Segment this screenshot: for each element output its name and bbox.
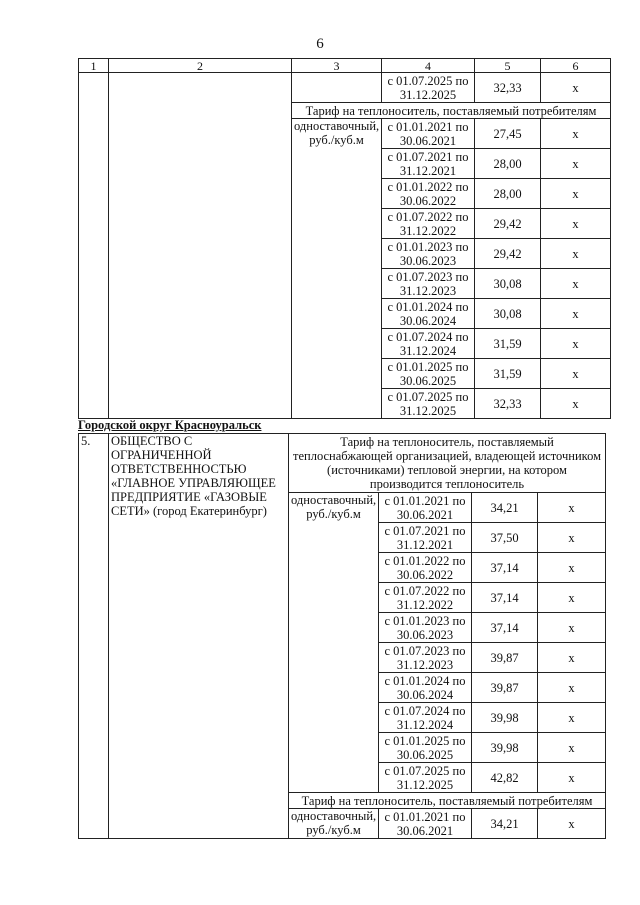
mark-cell: х bbox=[541, 209, 611, 239]
column-header: 6 bbox=[541, 59, 611, 73]
mark-cell: х bbox=[538, 643, 606, 673]
organization-cell bbox=[109, 73, 292, 419]
period-cell: с 01.01.2024 по 30.06.2024 bbox=[379, 673, 472, 703]
organization-cell: ОБЩЕСТВО С ОГРАНИЧЕННОЙ ОТВЕТСТВЕННОСТЬЮ «ГЛАВНОЕ УПРАВЛЯЮЩЕЕ ПРЕДПРИЯТИЕ «ГАЗОВЫЕ СЕТИ» (город Екатеринбург) bbox=[109, 434, 289, 839]
tariff-header: Тариф на теплоноситель, поставляемый потребителям bbox=[292, 103, 611, 119]
period-cell: с 01.07.2023 по 31.12.2023 bbox=[382, 269, 475, 299]
section-title: Городской округ Красноуральск bbox=[78, 418, 262, 432]
number-cell: 5. bbox=[79, 434, 109, 839]
value-cell: 37,14 bbox=[472, 553, 538, 583]
mark-cell: х bbox=[538, 613, 606, 643]
period-cell: с 01.07.2024 по 31.12.2024 bbox=[382, 329, 475, 359]
mark-cell: х bbox=[541, 299, 611, 329]
period-cell: с 01.07.2025 по 31.12.2025 bbox=[382, 389, 475, 419]
column-header: 3 bbox=[292, 59, 382, 73]
value-cell: 37,14 bbox=[472, 583, 538, 613]
period-cell: с 01.07.2024 по 31.12.2024 bbox=[379, 703, 472, 733]
period-cell: с 01.01.2021 по 30.06.2021 bbox=[379, 493, 472, 523]
tariff-table-krasnouralsk bbox=[78, 433, 606, 839]
value-cell: 39,98 bbox=[472, 703, 538, 733]
value-cell: 32,33 bbox=[475, 73, 541, 103]
mark-cell: х bbox=[538, 583, 606, 613]
page-number: 6 bbox=[316, 36, 324, 52]
value-cell: 29,42 bbox=[475, 239, 541, 269]
mark-cell: х bbox=[538, 809, 606, 839]
value-cell: 28,00 bbox=[475, 149, 541, 179]
period-cell: с 01.01.2022 по 30.06.2022 bbox=[382, 179, 475, 209]
period-cell: с 01.01.2023 по 30.06.2023 bbox=[382, 239, 475, 269]
mark-cell: х bbox=[541, 119, 611, 149]
mark-cell: х bbox=[541, 73, 611, 103]
mark-cell: х bbox=[538, 673, 606, 703]
value-cell: 34,21 bbox=[472, 809, 538, 839]
period-cell: с 01.01.2021 по 30.06.2021 bbox=[379, 809, 472, 839]
period-cell: с 01.07.2025 по 31.12.2025 bbox=[379, 763, 472, 793]
mark-cell: х bbox=[541, 149, 611, 179]
table-header-row bbox=[79, 59, 611, 73]
period-cell: с 01.01.2023 по 30.06.2023 bbox=[379, 613, 472, 643]
value-cell: 30,08 bbox=[475, 299, 541, 329]
value-cell: 42,82 bbox=[472, 763, 538, 793]
period-cell: с 01.01.2025 по 30.06.2025 bbox=[382, 359, 475, 389]
period-cell: с 01.01.2025 по 30.06.2025 bbox=[379, 733, 472, 763]
mark-cell: х bbox=[541, 359, 611, 389]
mark-cell: х bbox=[538, 523, 606, 553]
mark-cell: х bbox=[541, 179, 611, 209]
period-cell: с 01.07.2025 по 31.12.2025 bbox=[382, 73, 475, 103]
value-cell: 37,14 bbox=[472, 613, 538, 643]
value-cell: 28,00 bbox=[475, 179, 541, 209]
column-header: 1 bbox=[79, 59, 109, 73]
value-cell: 39,87 bbox=[472, 643, 538, 673]
period-cell: с 01.07.2022 по 31.12.2022 bbox=[382, 209, 475, 239]
mark-cell: х bbox=[538, 493, 606, 523]
tariff-table-continued bbox=[78, 58, 611, 419]
table-row bbox=[79, 434, 606, 493]
mark-cell: х bbox=[541, 239, 611, 269]
rate-type-cell: одноставочный, руб./куб.м bbox=[289, 493, 379, 793]
tariff-header: Тариф на теплоноситель, поставляемый теплоснабжающей организацией, владеющей источником (источниками) тепловой энергии, на котором производится теплоноситель bbox=[289, 434, 606, 493]
mark-cell: х bbox=[541, 389, 611, 419]
column-header: 2 bbox=[109, 59, 292, 73]
table-row bbox=[79, 73, 611, 103]
period-cell: с 01.07.2021 по 31.12.2021 bbox=[379, 523, 472, 553]
value-cell: 29,42 bbox=[475, 209, 541, 239]
value-cell: 32,33 bbox=[475, 389, 541, 419]
mark-cell: х bbox=[538, 733, 606, 763]
mark-cell: х bbox=[541, 329, 611, 359]
period-cell: с 01.07.2023 по 31.12.2023 bbox=[379, 643, 472, 673]
column-header: 4 bbox=[382, 59, 475, 73]
rate-type-cell bbox=[292, 73, 382, 103]
value-cell: 27,45 bbox=[475, 119, 541, 149]
value-cell: 30,08 bbox=[475, 269, 541, 299]
tariff-header: Тариф на теплоноситель, поставляемый потребителям bbox=[289, 793, 606, 809]
mark-cell: х bbox=[538, 703, 606, 733]
column-header: 5 bbox=[475, 59, 541, 73]
number-cell bbox=[79, 73, 109, 419]
rate-type-cell: одноставочный, руб./куб.м bbox=[292, 119, 382, 419]
period-cell: с 01.01.2021 по 30.06.2021 bbox=[382, 119, 475, 149]
value-cell: 31,59 bbox=[475, 329, 541, 359]
period-cell: с 01.07.2022 по 31.12.2022 bbox=[379, 583, 472, 613]
period-cell: с 01.07.2021 по 31.12.2021 bbox=[382, 149, 475, 179]
value-cell: 34,21 bbox=[472, 493, 538, 523]
mark-cell: х bbox=[538, 763, 606, 793]
rate-type-cell: одноставочный, руб./куб.м bbox=[289, 809, 379, 839]
mark-cell: х bbox=[541, 269, 611, 299]
mark-cell: х bbox=[538, 553, 606, 583]
value-cell: 39,87 bbox=[472, 673, 538, 703]
value-cell: 31,59 bbox=[475, 359, 541, 389]
value-cell: 37,50 bbox=[472, 523, 538, 553]
period-cell: с 01.01.2024 по 30.06.2024 bbox=[382, 299, 475, 329]
period-cell: с 01.01.2022 по 30.06.2022 bbox=[379, 553, 472, 583]
value-cell: 39,98 bbox=[472, 733, 538, 763]
